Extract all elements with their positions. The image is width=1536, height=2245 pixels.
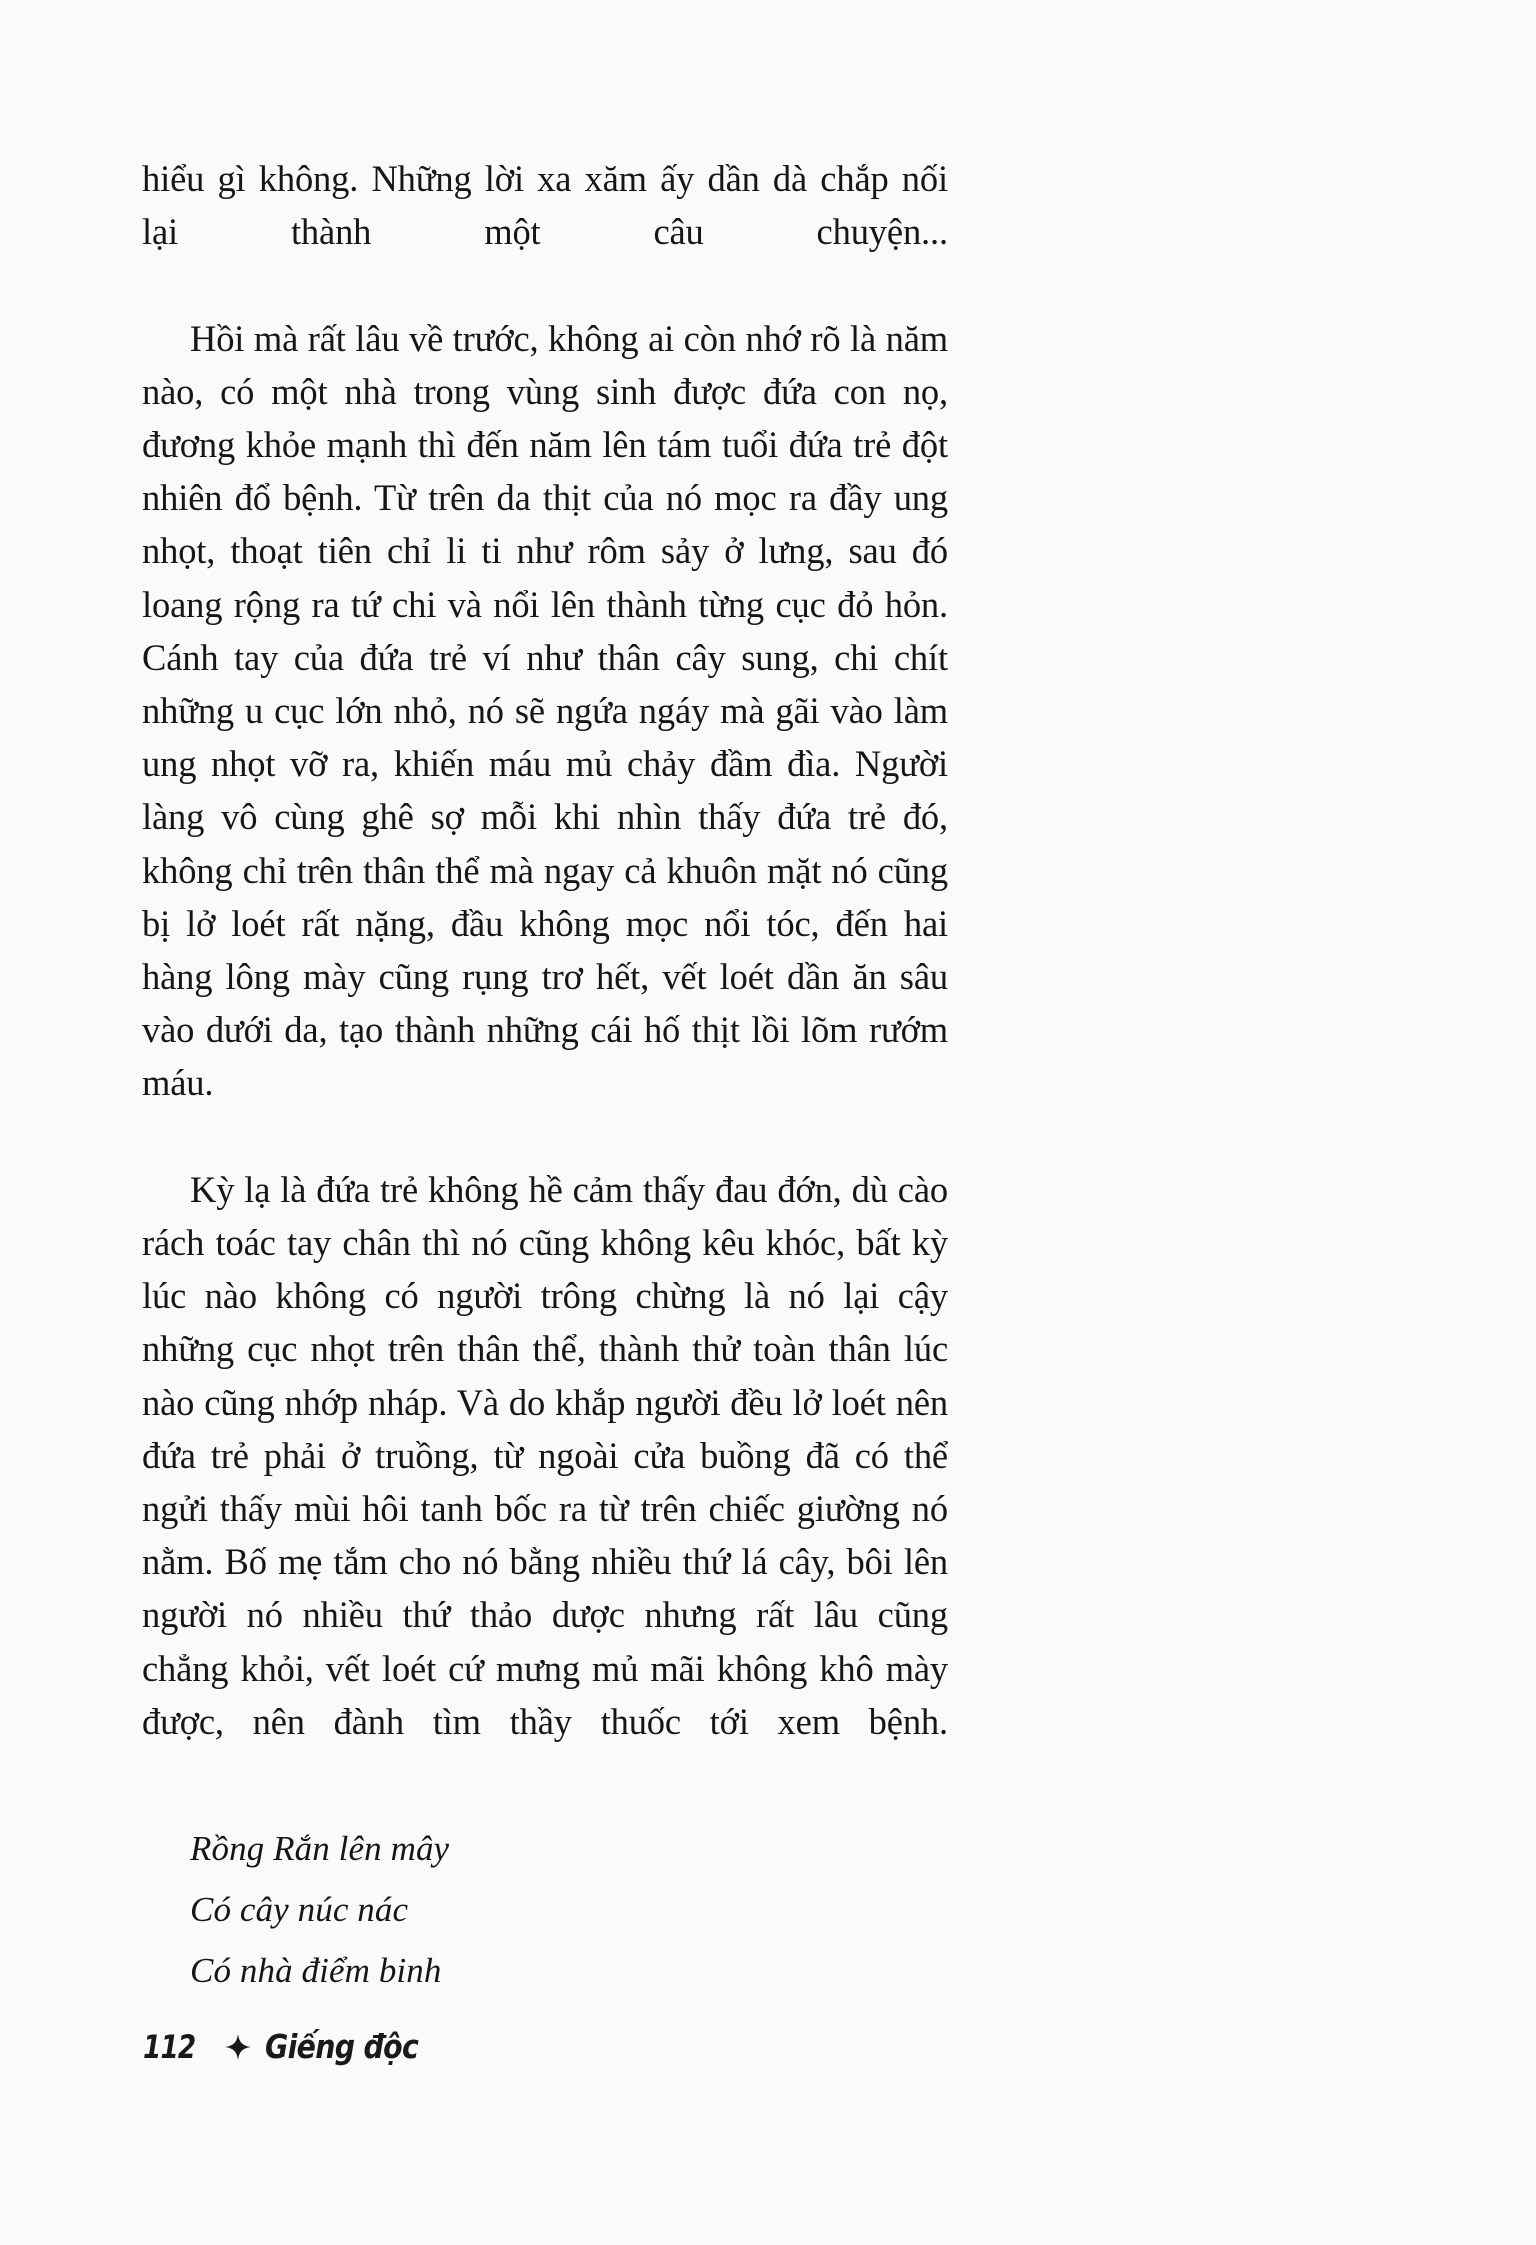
four-pointed-star-icon [225, 2034, 251, 2060]
verse-line-3: Có nhà điểm binh [190, 1951, 442, 1990]
verse-line-1: Rồng Rắn lên mây [190, 1829, 450, 1868]
verse-block [142, 1818, 948, 2001]
paragraph-continued: hiểu gì không. Những lời xa xăm ấy dần dà chắp nối lại thành một câu chuyện... [142, 158, 948, 253]
page-number: 112 [143, 2028, 196, 2066]
paragraph-story: Hồi mà rất lâu về trước, không ai còn nhớ rõ là năm nào, có một nhà trong vùng sinh được đứa con nọ, đương khỏe mạnh thì đến năm lên tám tuổi đứa trẻ đột nhiên đổ bệnh. Từ trên da thịt của nó mọc ra đầy ung nhọt, thoạt tiên chỉ li ti như rôm sảy ở lưng, sau đó loang rộng ra tứ chi và nổi lên thành từng cục đỏ hỏn. Cánh tay của đứa trẻ ví như thân cây sung, chi chít những u cục lớn nhỏ, nó sẽ ngứa ngáy mà gãi vào làm ung nhọt vỡ ra, khiến máu mủ chảy đầm đìa. Người làng vô cùng ghê sợ mỗi khi nhìn thấy đứa trẻ đó, không chỉ trên thân thể mà ngay cả khuôn mặt nó cũng bị lở loét rất nặng, đầu không mọc nổi tóc, đến hai hàng lông mày cũng rụng trơ hết, vết loét dần ăn sâu vào dưới da, tạo thành những cái hố thịt lồi lõm rướm máu. [142, 317, 948, 1104]
book-title: Giếng độc [264, 2027, 418, 2066]
verse-line-2: Có cây núc nác [190, 1890, 409, 1929]
page-footer [143, 2027, 443, 2066]
body-text-column [142, 152, 948, 1801]
paragraph-strange: Kỳ lạ là đứa trẻ không hề cảm thấy đau đớn, dù cào rách toác tay chân thì nó cũng không kêu khóc, bất kỳ lúc nào không có người trông chừng là nó lại cậy những cục nhọt trên thân thể, thành thử toàn thân lúc nào cũng nhớp nháp. Và do khắp người đều lở loét nên đứa trẻ phải ở truồng, từ ngoài cửa buồng đã có thể ngửi thấy mùi hôi tanh bốc ra từ trên chiếc giường nó nằm. Bố mẹ tắm cho nó bằng nhiều thứ lá cây, bôi lên người nó nhiều thứ thảo dược nhưng rất lâu cũng chẳng khỏi, vết loét cứ mưng mủ mãi không khô mày được, nên đành tìm thầy thuốc tới xem bệnh. [142, 1168, 948, 1742]
